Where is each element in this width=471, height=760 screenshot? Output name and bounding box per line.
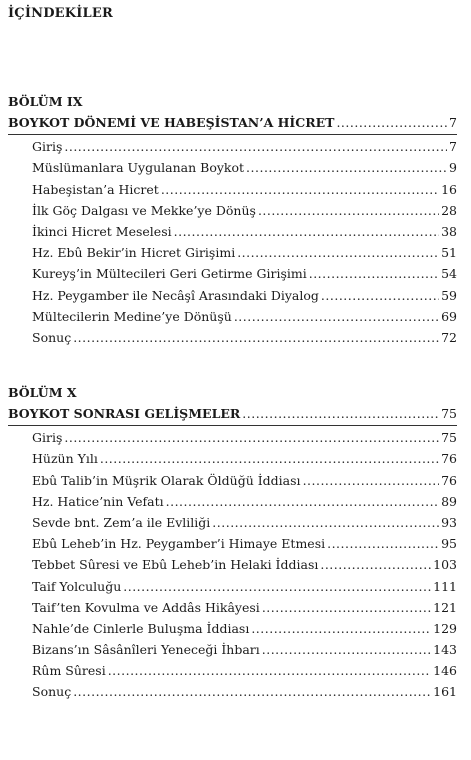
dot-leader	[174, 221, 439, 242]
page-title: İÇİNDEKİLER	[8, 6, 114, 21]
toc-entry[interactable]	[8, 448, 457, 469]
toc-entry[interactable]	[8, 533, 457, 554]
page-number: 95	[441, 536, 457, 552]
dot-leader	[246, 157, 447, 178]
chapter-heading-row[interactable]	[8, 403, 457, 424]
dot-leader	[251, 618, 431, 639]
page-number: 146	[433, 663, 457, 679]
page-number: 76	[441, 451, 457, 467]
dot-leader	[237, 242, 439, 263]
divider	[8, 134, 457, 135]
dot-leader	[73, 681, 431, 702]
toc-entry[interactable]	[8, 491, 457, 512]
section-label: BÖLÜM IX	[8, 94, 83, 109]
dot-leader	[73, 327, 439, 348]
toc-entry[interactable]	[8, 470, 457, 491]
toc-entry[interactable]	[8, 327, 457, 348]
dot-leader	[234, 306, 439, 327]
page-number: 143	[433, 642, 457, 658]
page-number: 38	[441, 223, 457, 239]
entry-title: Rûm Sûresi	[32, 663, 106, 679]
entry-title: Sonuç	[32, 684, 72, 700]
dot-leader	[166, 491, 439, 512]
dot-leader	[336, 112, 447, 133]
page-number: 7	[449, 139, 457, 155]
page-number: 54	[441, 266, 457, 282]
dot-leader	[327, 533, 439, 554]
toc-entry[interactable]	[8, 618, 457, 639]
page-number: 161	[433, 684, 457, 700]
entry-title: Taif’ten Kovulma ve Addâs Hikâyesi	[32, 599, 260, 615]
entry-title: Giriş	[32, 139, 63, 155]
page-number: 75	[441, 406, 457, 421]
entry-title: Hz. Peygamber ile Necâşî Arasındaki Diyalog	[32, 287, 319, 303]
dot-leader	[100, 448, 439, 469]
toc-entry[interactable]	[8, 306, 457, 327]
entry-title: Habeşistan’a Hicret	[32, 181, 159, 197]
page-number: 7	[449, 115, 457, 130]
entry-title: Taif Yolculuğu	[32, 578, 122, 594]
toc-entry[interactable]	[8, 242, 457, 263]
dot-leader	[212, 512, 439, 533]
dot-leader	[64, 427, 439, 448]
dot-leader	[108, 660, 431, 681]
chapter-title: BOYKOT DÖNEMİ VE HABEŞİSTAN’A HİCRET	[8, 115, 335, 130]
toc-entry[interactable]	[8, 221, 457, 242]
toc-entry[interactable]	[8, 179, 457, 200]
page-number: 28	[441, 202, 457, 218]
chapter-title: BOYKOT SONRASI GELİŞMELER	[8, 406, 241, 421]
page-number: 111	[433, 578, 457, 594]
page-number: 72	[441, 329, 457, 345]
page-number: 59	[441, 287, 457, 303]
page-number: 75	[441, 430, 457, 446]
dot-leader	[320, 554, 431, 575]
toc-entry[interactable]	[8, 136, 457, 157]
entry-title: Kureyş’in Mültecileri Geri Getirme Girişimi	[32, 266, 307, 282]
entry-title: Nahle’de Cinlerle Buluşma İddiası	[32, 620, 250, 636]
entry-title: Mültecilerin Medine’ye Dönüşü	[32, 308, 232, 324]
dot-leader	[64, 136, 447, 157]
dot-leader	[262, 597, 431, 618]
page-number: 51	[441, 245, 457, 261]
chapter-heading-row[interactable]	[8, 112, 457, 133]
toc-entry[interactable]	[8, 639, 457, 660]
toc-entry[interactable]	[8, 200, 457, 221]
page-number: 129	[433, 620, 457, 636]
dot-leader	[123, 576, 431, 597]
entry-title: Hz. Ebû Bekir’in Hicret Girişimi	[32, 245, 236, 261]
section-label: BÖLÜM X	[8, 385, 77, 400]
page-number: 93	[441, 514, 457, 530]
page-number: 9	[449, 160, 457, 176]
toc-entry[interactable]	[8, 597, 457, 618]
page-number: 16	[441, 181, 457, 197]
dot-leader	[242, 403, 439, 424]
dot-leader	[321, 285, 439, 306]
entry-title: İlk Göç Dalgası ve Mekke’ye Dönüş	[32, 202, 256, 218]
entry-title: Sevde bnt. Zem’a ile Evliliği	[32, 514, 211, 530]
dot-leader	[303, 470, 440, 491]
entry-title: Ebû Leheb’in Hz. Peygamber’i Himaye Etmesi	[32, 536, 326, 552]
entry-title: İkinci Hicret Meselesi	[32, 223, 172, 239]
section-x	[8, 383, 457, 703]
entry-title: Bizans’ın Sâsânîleri Yeneceği İhbarı	[32, 642, 260, 658]
page-number: 76	[441, 472, 457, 488]
entry-title: Müslümanlara Uygulanan Boykot	[32, 160, 245, 176]
toc-entry[interactable]	[8, 157, 457, 178]
dot-leader	[161, 179, 439, 200]
dot-leader	[262, 639, 431, 660]
divider	[8, 425, 457, 426]
dot-leader	[309, 263, 439, 284]
page-number: 89	[441, 493, 457, 509]
entry-title: Sonuç	[32, 329, 72, 345]
toc-entry[interactable]	[8, 512, 457, 533]
entry-title: Hz. Hatice’nin Vefatı	[32, 493, 164, 509]
section-ix	[8, 92, 457, 348]
page-number: 103	[433, 557, 457, 573]
toc-entry[interactable]	[8, 660, 457, 681]
toc-entry[interactable]	[8, 554, 457, 575]
page-number: 69	[441, 308, 457, 324]
toc-entry[interactable]	[8, 576, 457, 597]
entry-title: Giriş	[32, 430, 63, 446]
entry-title: Hüzün Yılı	[32, 451, 98, 467]
toc-entry[interactable]	[8, 427, 457, 448]
dot-leader	[258, 200, 439, 221]
page-number: 121	[433, 599, 457, 615]
toc-entry[interactable]	[8, 681, 457, 702]
entry-title: Tebbet Sûresi ve Ebû Leheb’in Helaki İddiası	[32, 557, 319, 573]
entry-title: Ebû Talib’in Müşrik Olarak Öldüğü İddiası	[32, 472, 301, 488]
toc-entry[interactable]	[8, 285, 457, 306]
toc-entry[interactable]	[8, 263, 457, 284]
